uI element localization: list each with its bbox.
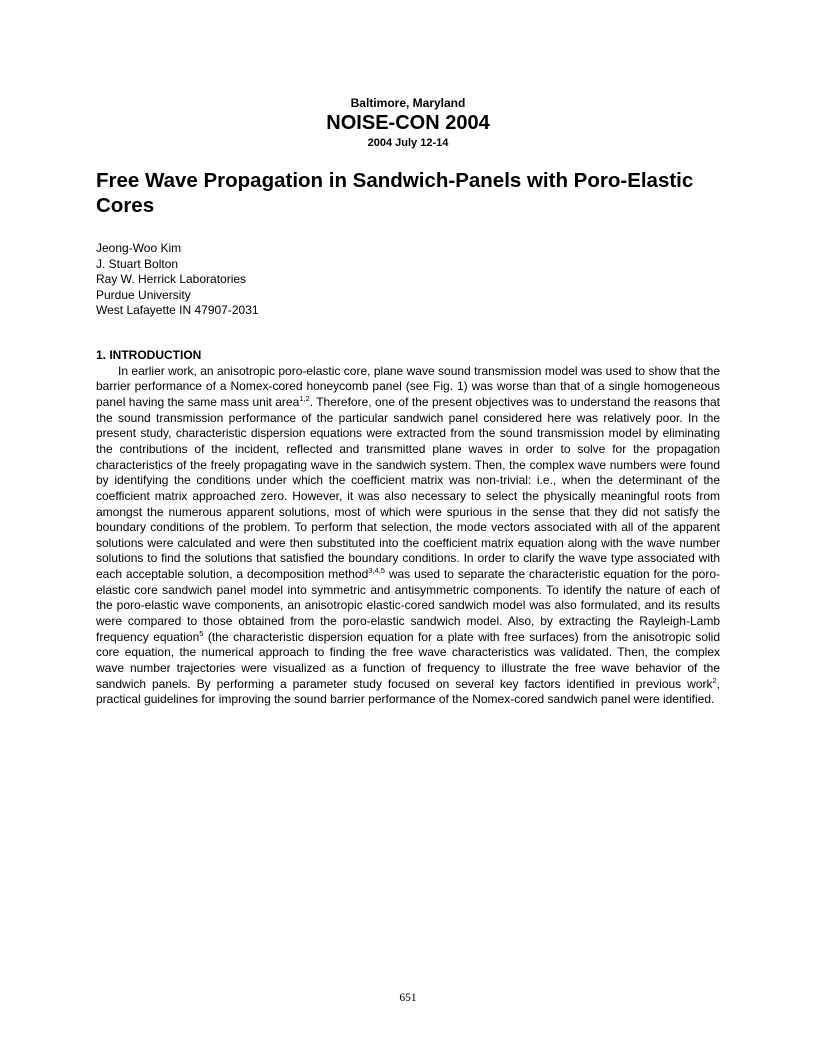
paragraph-text: . Therefore, one of the present objectives was to understand the reasons that the sound transmission performance of the particular sandwich panel considered here was relatively poor. In the present study, characteristic dispersion equations were extracted from the sound transmission model by eliminating the contributions of the incident, reflected and transmitted plane waves in order to solve for the propagation characteristics of the freely propagating wave in the sandwich system. Then, the complex wave numbers were found by identifying the conditions under which the coefficient matrix was non-trivial: i.e., when the determinant of the coefficient matrix approached zero. However, it was also necessary to select the physically meaningful roots from amongst the numerous apparent solutions, most of which were spurious in the sense that they did not satisfy the boundary conditions of the problem. To perform that selection, the mode vectors associated with all of the apparent solutions were calculated and were then substituted into the coefficient matrix equation along with the wave number solutions to find the solutions that satisfied the boundary conditions. In order to clarify the wave type associated with each acceptable solution, a decomposition method [96,394,720,582]
section-heading: 1. INTRODUCTION [96,348,202,362]
paragraph-text: , practical guidelines for improving the sound barrier performance of the Nomex-cored sandwich panel were identified. [96,676,720,707]
author-block [96,241,259,319]
introduction-paragraph [96,364,720,708]
citation: 3,4,5 [368,566,385,576]
author-name: J. Stuart Bolton [96,256,179,271]
paragraph-text: (the characteristic dispersion equation for a plate with free surfaces) from the anisotropic solid core equation, the numerical approach to finding the free wave characteristics was validated. Then, the complex wave number trajectories were visualized as a function of frequency to illustrate the free wave behavior of the sandwich panels. By performing a parameter study focused on several key factors identified in previous work [96,629,720,691]
author-name: Jeong-Woo Kim [96,241,182,255]
affiliation-lab: Ray W. Herrick Laboratories [96,272,247,287]
citation: 5 [199,628,204,638]
conference-date: 2004 July 12-14 [367,137,449,149]
affiliation-address: West Lafayette IN 47907-2031 [96,303,259,318]
paragraph-text: was used to separate the characteristic equation for the poro-elastic core sandwich panel model into symmetric and antisymmetric components. To identify the nature of each of the poro-elastic wave components, an anisotropic elastic-cored sandwich model was also formulated, and its results were compared to those obtained from the poro-elastic sandwich model. Also, by extracting the Rayleigh-Lamb frequency equation [96,567,720,644]
conference-name: NOISE-CON 2004 [326,112,490,134]
affiliation-university: Purdue University [96,287,191,302]
citation: 1,2 [299,393,310,403]
citation: 2 [712,675,717,685]
paragraph-text: In earlier work, an anisotropic poro-elastic core, plane wave sound transmission model was used to show that the barrier performance of a Nomex-cored honeycomb panel (see Fig. 1) was worse than that of a single homogeneous panel having the same mass unit area [96,363,720,409]
paper-title: Free Wave Propagation in Sandwich-Panels with Poro-Elastic Cores [96,169,694,217]
page-number: 651 [399,992,417,1004]
introduction-section [96,348,720,708]
conference-location: Baltimore, Maryland [350,96,466,110]
